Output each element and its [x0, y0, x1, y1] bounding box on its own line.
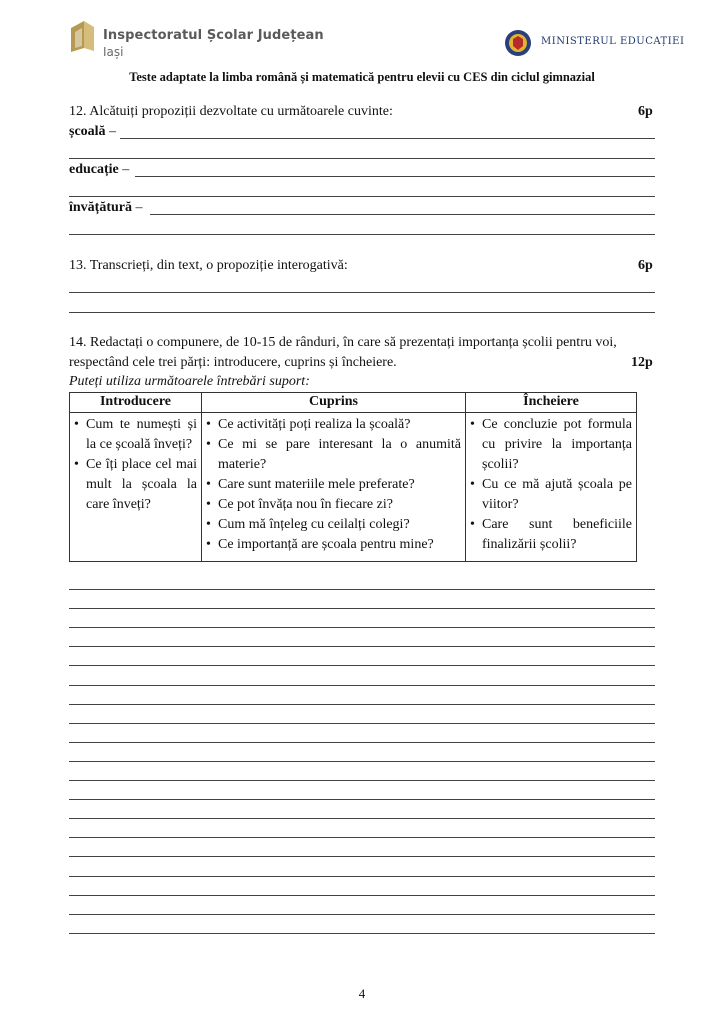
- composition-line[interactable]: [69, 856, 655, 857]
- answer-line[interactable]: [69, 312, 655, 313]
- list-item: • Cu ce mă ajută școala pe viitor?: [470, 475, 632, 515]
- composition-line[interactable]: [69, 589, 655, 590]
- table-header-cuprins: Cuprins: [202, 393, 466, 413]
- isj-logo: [68, 18, 96, 54]
- support-questions-table: [69, 392, 637, 562]
- answer-line[interactable]: [69, 158, 655, 159]
- list-item: • Cum te numești și la ce școală înveți?: [74, 415, 197, 455]
- composition-line[interactable]: [69, 933, 655, 934]
- composition-line[interactable]: [69, 627, 655, 628]
- page-number: 4: [358, 986, 366, 1001]
- q12-word-3: învățătură: [69, 200, 132, 215]
- answer-line[interactable]: [135, 176, 655, 177]
- list-item: • Ce activități poți realiza la școală?: [206, 415, 461, 435]
- composition-line[interactable]: [69, 837, 655, 838]
- q12-points: 6p: [638, 104, 653, 119]
- composition-line[interactable]: [69, 723, 655, 724]
- list-item: • Ce pot învăța nou în fiecare zi?: [206, 495, 461, 515]
- list-item: • Ce mi se pare interesant la o anumită materie?: [206, 435, 461, 475]
- answer-line[interactable]: [69, 292, 655, 293]
- document-subtitle: Teste adaptate la limba română și matematică pentru elevii cu CES din ciclul gimnazial: [129, 70, 595, 84]
- composition-line[interactable]: [69, 876, 655, 877]
- list-item: • Cum mă înțeleg cu ceilalți colegi?: [206, 515, 461, 535]
- list-item: • Ce concluzie pot formula cu privire la importanța școlii?: [470, 415, 632, 475]
- composition-line[interactable]: [69, 646, 655, 647]
- table-header-introducere: Introducere: [70, 393, 202, 413]
- q14-text-line2: respectând cele trei părți: introducere, cuprins și încheiere.: [69, 355, 397, 370]
- q14-points: 12p: [631, 355, 653, 370]
- list-item: • Ce îți place cel mai mult la școala la care înveți?: [74, 455, 197, 515]
- composition-line[interactable]: [69, 685, 655, 686]
- composition-line[interactable]: [69, 704, 655, 705]
- composition-line[interactable]: [69, 895, 655, 896]
- ministry-name: MINISTERUL EDUCAȚIEI: [541, 36, 685, 47]
- q14-text-line1: 14. Redactați o compunere, de 10-15 de rânduri, în care să prezentați importanța școlii pentru voi,: [69, 335, 617, 350]
- institution-city: Iași: [103, 45, 124, 59]
- q12-word-3-row: învățătură –: [69, 200, 143, 215]
- composition-line[interactable]: [69, 761, 655, 762]
- composition-line[interactable]: [69, 780, 655, 781]
- answer-line[interactable]: [69, 234, 655, 235]
- answer-line[interactable]: [120, 138, 655, 139]
- q12-word-1-row: școală –: [69, 124, 117, 139]
- answer-line[interactable]: [150, 214, 655, 215]
- q12-word-1: școală: [69, 124, 106, 139]
- introducere-cell: [70, 413, 202, 562]
- table-header-incheiere: Încheiere: [466, 393, 637, 413]
- list-item: • Care sunt beneficiile finalizării școlii?: [470, 515, 632, 555]
- ministry-coat-of-arms-icon: [501, 29, 535, 57]
- composition-line[interactable]: [69, 742, 655, 743]
- list-item: • Ce importanță are școala pentru mine?: [206, 535, 461, 555]
- q12-text: 12. Alcătuiți propoziții dezvoltate cu următoarele cuvinte:: [69, 104, 393, 119]
- list-item: • Care sunt materiile mele preferate?: [206, 475, 461, 495]
- institution-name: Inspectoratul Școlar Județean: [103, 28, 324, 43]
- q12-word-2-row: educație –: [69, 162, 130, 177]
- q12-word-2: educație: [69, 162, 119, 177]
- q14-support-label-row: Puteți utiliza următoarele întrebări suport:: [69, 374, 310, 389]
- composition-line[interactable]: [69, 914, 655, 915]
- q14-support-label: Puteți utiliza următoarele întrebări suport: [69, 374, 306, 389]
- q13-text: 13. Transcrieți, din text, o propoziție interogativă:: [69, 258, 348, 273]
- q13-points: 6p: [638, 258, 653, 273]
- cuprins-cell: [202, 413, 466, 562]
- answer-line[interactable]: [69, 196, 655, 197]
- composition-line[interactable]: [69, 608, 655, 609]
- composition-line[interactable]: [69, 665, 655, 666]
- composition-line[interactable]: [69, 818, 655, 819]
- composition-line[interactable]: [69, 799, 655, 800]
- incheiere-cell: [466, 413, 637, 562]
